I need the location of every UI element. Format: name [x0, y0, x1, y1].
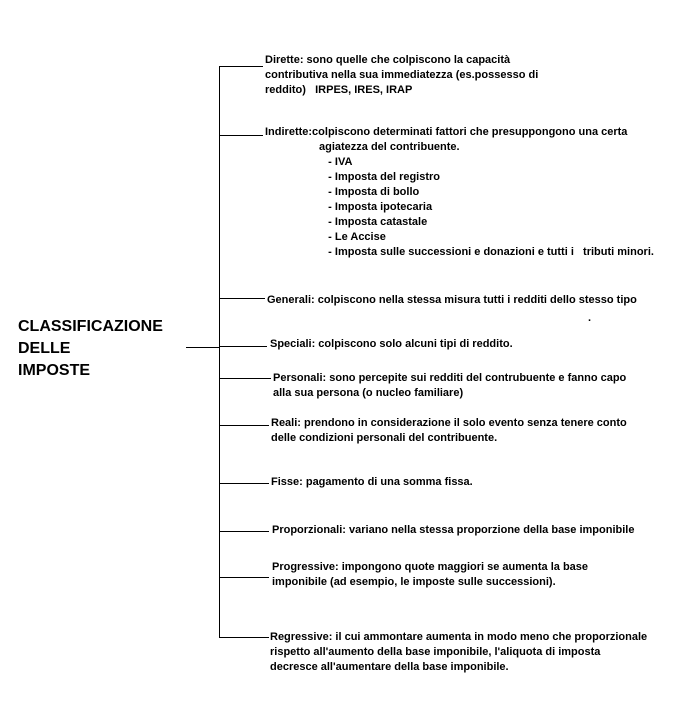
branch-fisse-line-1: Fisse: pagamento di una somma fissa. [271, 476, 473, 488]
branch-generali-line-1: Generali: colpiscono nella stessa misura tutti i redditi dello stesso tipo [267, 294, 637, 306]
root-title-line-3: IMPOSTE [18, 362, 91, 379]
branch-connector-personali [219, 378, 271, 379]
branch-progressive [272, 560, 588, 590]
branch-proporzionali-line-1: Proporzionali: variano nella stessa proporzione della base imponibile [272, 524, 635, 536]
branch-reali-line-1: Reali: prendono in considerazione il solo evento senza tenere conto [271, 417, 627, 429]
branch-generali [267, 293, 637, 308]
stray-dot-mark: . [588, 312, 592, 324]
root-connector-line [186, 347, 220, 348]
root-title [18, 316, 188, 382]
branch-connector-indirette [219, 135, 263, 136]
branch-dirette-line-2: contributiva nella sua immediatezza (es.possesso di [265, 69, 539, 81]
branch-fisse [271, 475, 473, 490]
indirette-sub-item-iva: - IVA [319, 156, 353, 168]
branch-indirette-line-1: Indirette:colpiscono determinati fattori che presuppongono una certa [265, 126, 628, 138]
indirette-sub-list [265, 140, 654, 260]
root-title-line-2: DELLE [18, 340, 71, 357]
branch-connector-regressive [219, 637, 269, 638]
branch-personali-line-1: Personali: sono percepite sui redditi del contrubuente e fanno capo [273, 372, 627, 384]
indirette-sub-item-registro: - Imposta del registro [319, 171, 441, 183]
branch-regressive-line-2: rispetto all'aumento della base imponibile, l'aliquota di imposta [270, 646, 601, 658]
branch-personali-line-2: alla sua persona (o nucleo familiare) [273, 387, 464, 399]
branch-connector-fisse [219, 483, 269, 484]
indirette-sub-item-ipotecaria: - Imposta ipotecaria [319, 201, 433, 213]
branch-speciali-line-1: Speciali: colpiscono solo alcuni tipi di reddito. [270, 338, 513, 350]
branch-dirette [265, 53, 538, 98]
branch-connector-dirette [219, 66, 263, 67]
trunk-line [219, 66, 220, 638]
branch-connector-progressive [219, 577, 269, 578]
indirette-sub-item-accise: - Le Accise [319, 231, 386, 243]
indirette-sub-line-1: agiatezza del contribuente. [319, 141, 460, 153]
indirette-sub-item-bollo: - Imposta di bollo [319, 186, 420, 198]
branch-regressive [270, 630, 647, 675]
branch-connector-proporzionali [219, 531, 269, 532]
root-title-line-1: CLASSIFICAZIONE [18, 318, 163, 335]
branch-personali [273, 371, 626, 401]
branch-dirette-line-1: Dirette: sono quelle che colpiscono la capacità [265, 54, 511, 66]
indirette-sub-item-successioni: - Imposta sulle successioni e donazioni e tutti i tributi minori. [319, 246, 654, 258]
branch-proporzionali [272, 523, 634, 538]
branch-connector-reali [219, 425, 269, 426]
branch-reali-line-2: delle condizioni personali del contribuente. [271, 432, 498, 444]
branch-speciali [270, 337, 513, 352]
branch-progressive-line-2: imponibile (ad esempio, le imposte sulle successioni). [272, 576, 556, 588]
branch-regressive-line-3: decresce all'aumentare della base imponibile. [270, 661, 509, 673]
branch-regressive-line-1: Regressive: il cui ammontare aumenta in modo meno che proporzionale [270, 631, 648, 643]
branch-indirette [265, 125, 654, 260]
branch-progressive-line-1: Progressive: impongono quote maggiori se aumenta la base [272, 561, 589, 573]
branch-connector-speciali [219, 346, 267, 347]
branch-reali [271, 416, 627, 446]
indirette-sub-item-catastale: - Imposta catastale [319, 216, 428, 228]
branch-dirette-line-3: reddito) IRPES, IRES, IRAP [265, 84, 413, 96]
branch-connector-generali [219, 298, 265, 299]
